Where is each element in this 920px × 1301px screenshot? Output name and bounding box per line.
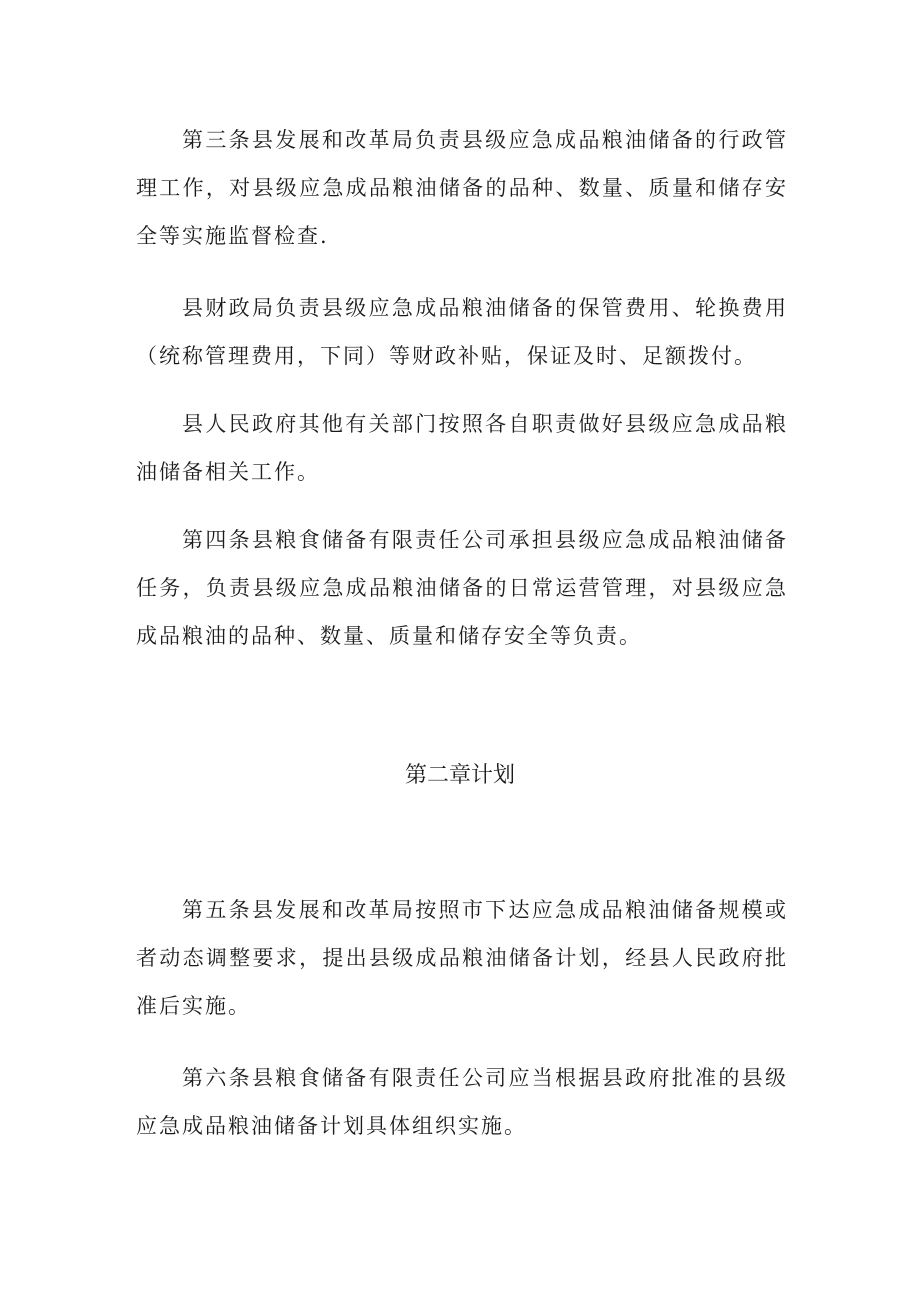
article-6-paragraph: 第六条县粮食储备有限责任公司应当根据县政府批准的县级应急成品粮油储备计划具体组织实施。 xyxy=(136,1066,788,1138)
other-departments-paragraph: 县人民政府其他有关部门按照各自职责做好县级应急成品粮油储备相关工作。 xyxy=(136,412,788,484)
article-3-paragraph: 第三条县发展和改革局负责县级应急成品粮油储备的行政管理工作，对县级应急成品粮油储备的品种、数量、质量和储存安全等实施监督检查. xyxy=(136,128,788,248)
chapter-heading: 第二章计划 xyxy=(404,763,515,788)
article-5-paragraph: 第五条县发展和改革局按照市下达应急成品粮油储备规模或者动态调整要求，提出县级成品粮油储备计划，经县人民政府批准后实施。 xyxy=(136,898,788,1018)
finance-bureau-paragraph: 县财政局负责县级应急成品粮油储备的保管费用、轮换费用（统称管理费用，下同）等财政补贴，保证及时、足额拨付。 xyxy=(136,296,788,368)
article-4-paragraph: 第四条县粮食储备有限责任公司承担县级应急成品粮油储备任务，负责县级应急成品粮油储备的日常运营管理，对县级应急成品粮油的品种、数量、质量和储存安全等负责。 xyxy=(136,528,788,648)
